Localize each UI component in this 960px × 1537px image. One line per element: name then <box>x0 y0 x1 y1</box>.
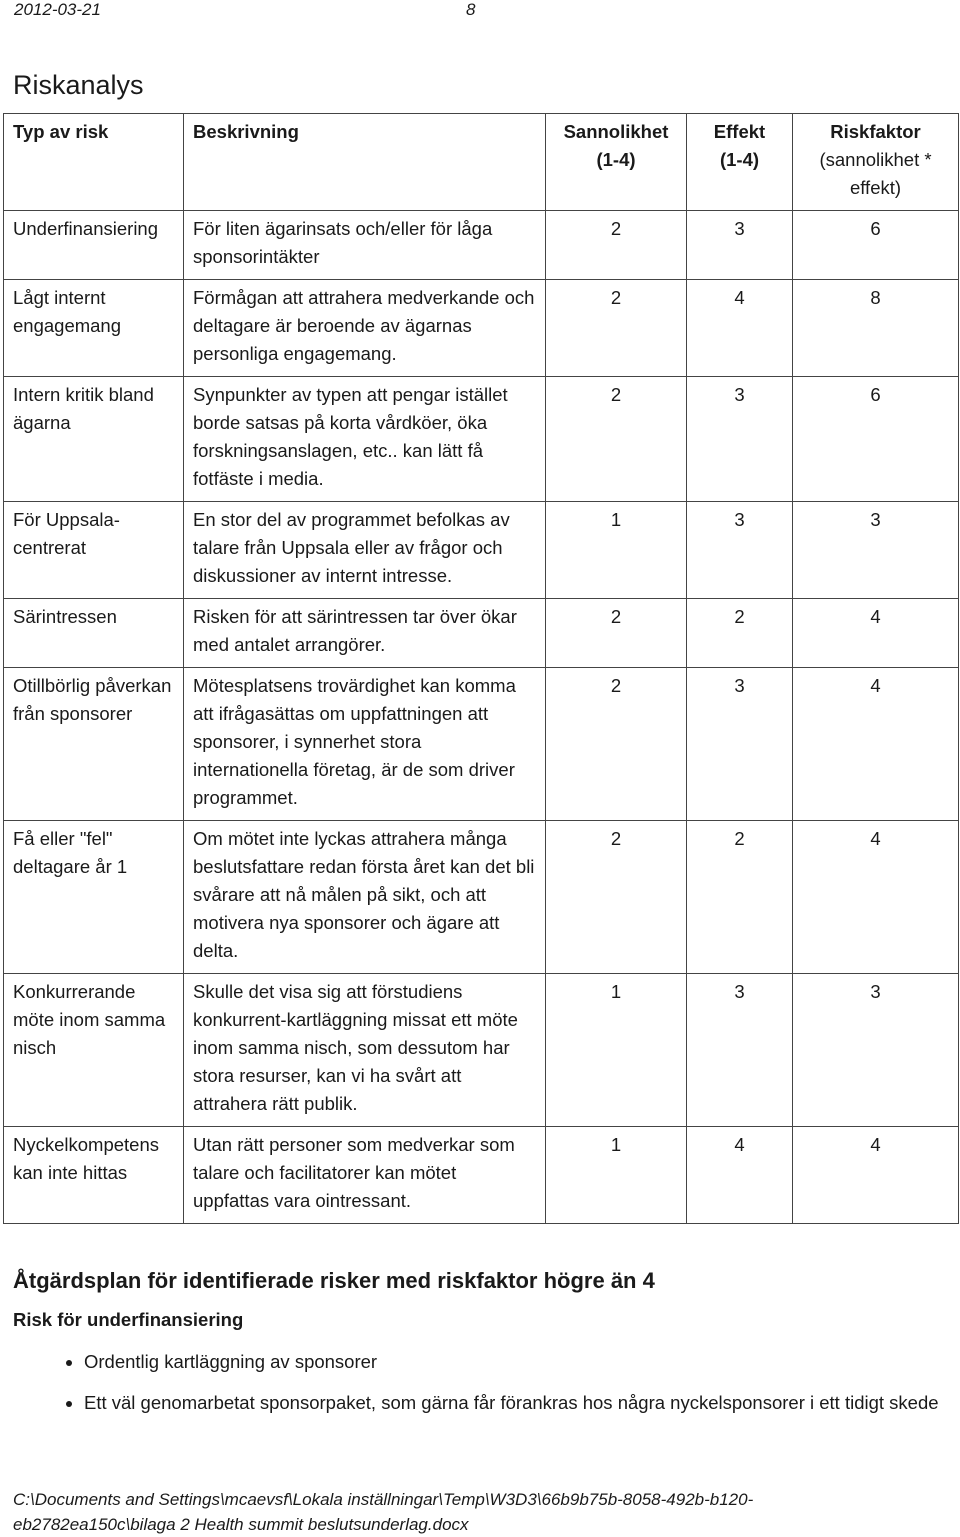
table-row <box>4 280 959 377</box>
cell-effect: 3 <box>687 377 793 502</box>
cell-risk-type: Underfinansiering <box>4 211 184 280</box>
header-probability-range: (1-4) <box>596 149 636 170</box>
cell-description: Synpunkter av typen att pengar istället borde satsas på korta vårdköer, öka forskningsanslagen, etc.. kan lätt få fotfäste i media. <box>184 377 546 502</box>
cell-description: Förmågan att attrahera medverkande och deltagare är beroende av ägarnas personliga engagemang. <box>184 280 546 377</box>
page-number: 8 <box>466 0 476 19</box>
table-header-row <box>4 114 959 211</box>
header-date: 2012-03-21 <box>14 0 101 19</box>
action-item: • Ett väl genomarbetat sponsorpaket, som gärna får förankras hos några nyckelsponsorer i ett tidigt skede <box>84 1389 960 1417</box>
cell-risk-type: Otillbörlig påverkan från sponsorer <box>4 668 184 821</box>
cell-description: Om mötet inte lyckas attrahera många beslutsfattare redan första året kan det bli svårare att nå målen på sikt, och att motivera nya sponsorer och ägare att delta. <box>184 821 546 974</box>
cell-effect: 2 <box>687 599 793 668</box>
action-item: • Ordentlig kartläggning av sponsorer <box>84 1348 960 1376</box>
table-row <box>4 599 959 668</box>
table-row <box>4 211 959 280</box>
table-row <box>4 668 959 821</box>
header-type: Typ av risk <box>4 114 184 211</box>
header-riskfactor <box>793 114 959 211</box>
cell-probability: 2 <box>546 211 687 280</box>
cell-riskfactor: 4 <box>793 599 959 668</box>
cell-risk-type: Nyckelkompetens kan inte hittas <box>4 1127 184 1224</box>
cell-description: Risken för att särintressen tar över ökar med antalet arrangörer. <box>184 599 546 668</box>
header-probability-label: Sannolikhet <box>563 121 669 142</box>
cell-probability: 2 <box>546 377 687 502</box>
cell-probability: 2 <box>546 821 687 974</box>
cell-description: För liten ägarinsats och/eller för låga sponsorintäkter <box>184 211 546 280</box>
cell-description: Mötesplatsens trovärdighet kan komma att ifrågasättas om uppfattningen att sponsorer, i synnerhet stora internationella företag, är de som driver programmet. <box>184 668 546 821</box>
cell-probability: 1 <box>546 974 687 1127</box>
header-effect <box>687 114 793 211</box>
cell-probability: 1 <box>546 1127 687 1224</box>
table-row <box>4 502 959 599</box>
cell-risk-type: Särintressen <box>4 599 184 668</box>
cell-effect: 3 <box>687 502 793 599</box>
cell-description: Skulle det visa sig att förstudiens konkurrent-kartläggning missat ett möte inom samma nisch, som dessutom har stora resurser, kan vi ha svårt att attrahera rätt publik. <box>184 974 546 1127</box>
cell-effect: 2 <box>687 821 793 974</box>
cell-probability: 1 <box>546 502 687 599</box>
page-title: Riskanalys <box>13 70 144 100</box>
cell-risk-type: Intern kritik bland ägarna <box>4 377 184 502</box>
cell-risk-type: Lågt internt engagemang <box>4 280 184 377</box>
risk-table-body <box>4 211 959 1224</box>
cell-riskfactor: 6 <box>793 211 959 280</box>
cell-risk-type: Konkurrerande möte inom samma nisch <box>4 974 184 1127</box>
cell-riskfactor: 4 <box>793 668 959 821</box>
action-plan-subheading: Risk för underfinansiering <box>13 1309 244 1330</box>
header-riskfactor-label: Riskfaktor <box>830 121 921 142</box>
cell-effect: 3 <box>687 211 793 280</box>
cell-riskfactor: 3 <box>793 502 959 599</box>
cell-description: En stor del av programmet befolkas av talare från Uppsala eller av frågor och diskussioner av internt intresse. <box>184 502 546 599</box>
cell-effect: 4 <box>687 1127 793 1224</box>
cell-effect: 3 <box>687 974 793 1127</box>
header-effect-label: Effekt <box>713 121 766 142</box>
table-row <box>4 377 959 502</box>
cell-riskfactor: 8 <box>793 280 959 377</box>
table-row <box>4 1127 959 1224</box>
header-effect-range: (1-4) <box>719 149 760 170</box>
cell-probability: 2 <box>546 280 687 377</box>
footer-file-path: C:\Documents and Settings\mcaevsf\Lokala inställningar\Temp\W3D3\66b9b75b-8058-492b-b120-eb2782ea150c\bilaga 2 Health summit beslutsunderlag.docx <box>13 1490 754 1534</box>
header-riskfactor-note: (sannolikhet * effekt) <box>819 149 932 198</box>
cell-risk-type: För Uppsala-centrerat <box>4 502 184 599</box>
cell-risk-type: Få eller "fel" deltagare år 1 <box>4 821 184 974</box>
table-row <box>4 821 959 974</box>
cell-effect: 3 <box>687 668 793 821</box>
header-description: Beskrivning <box>184 114 546 211</box>
cell-probability: 2 <box>546 668 687 821</box>
cell-riskfactor: 4 <box>793 821 959 974</box>
cell-riskfactor: 6 <box>793 377 959 502</box>
action-list <box>42 1348 960 1430</box>
cell-effect: 4 <box>687 280 793 377</box>
cell-description: Utan rätt personer som medverkar som talare och facilitatorer kan mötet uppfattas vara ointressant. <box>184 1127 546 1224</box>
cell-probability: 2 <box>546 599 687 668</box>
risk-table <box>3 113 959 1224</box>
cell-riskfactor: 3 <box>793 974 959 1127</box>
header-probability <box>546 114 687 211</box>
cell-riskfactor: 4 <box>793 1127 959 1224</box>
table-row <box>4 974 959 1127</box>
action-plan-heading: Åtgärdsplan för identifierade risker med riskfaktor högre än 4 <box>13 1268 655 1293</box>
